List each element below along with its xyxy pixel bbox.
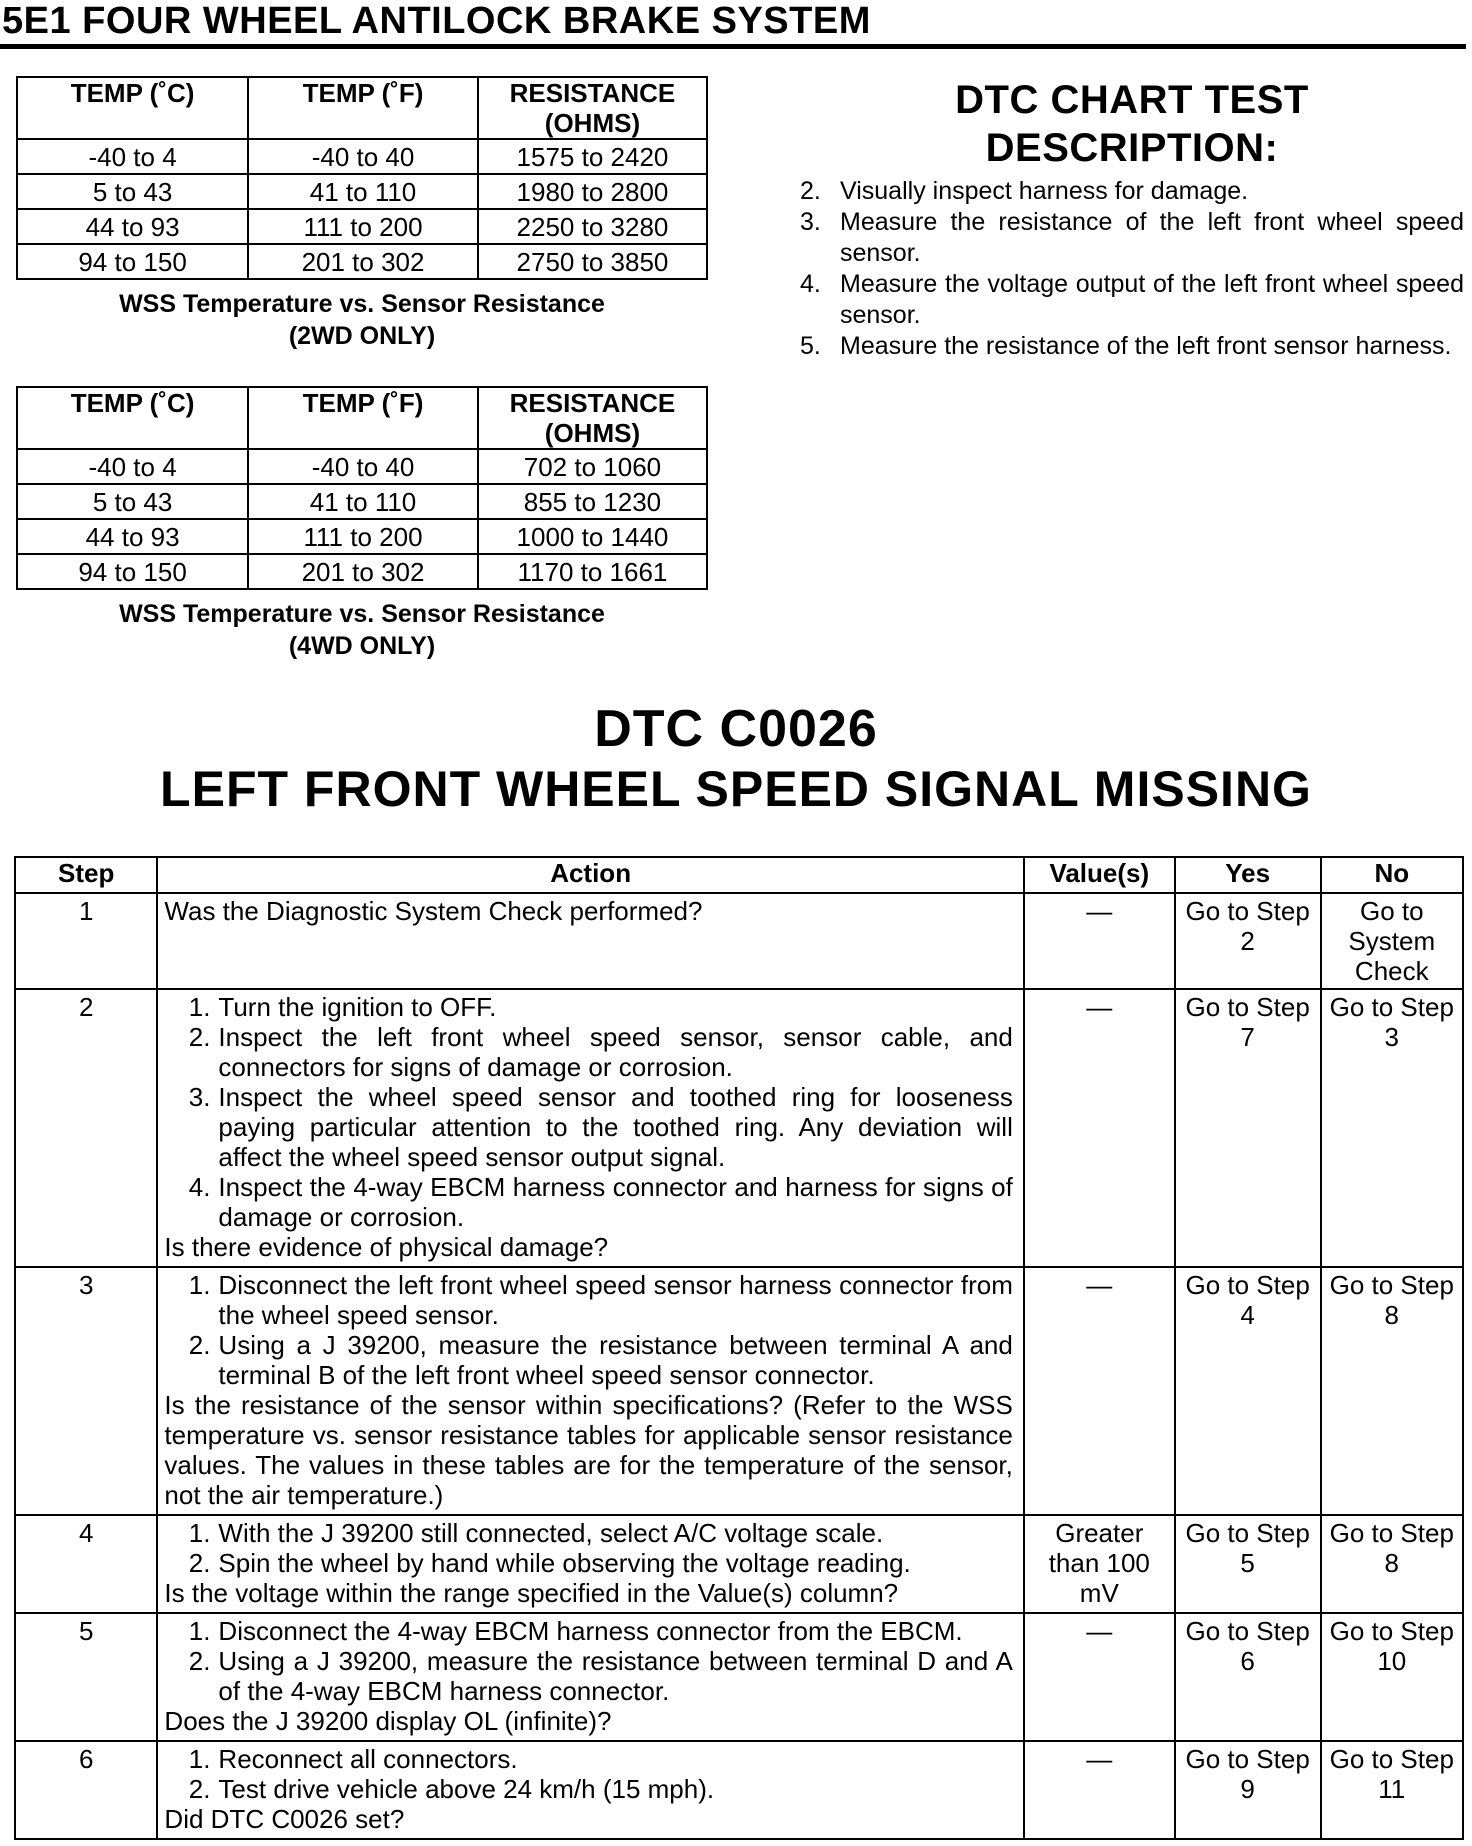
substep-item — [164, 1518, 1012, 1548]
page-header — [0, 0, 1472, 52]
cell-step-number: 1 — [15, 893, 157, 989]
cell-no: Go to Step 10 — [1321, 1613, 1463, 1741]
cell-action — [157, 1515, 1023, 1613]
substep-item — [164, 1022, 1012, 1082]
substep-item — [164, 1330, 1012, 1390]
caption-line: WSS Temperature vs. Sensor Resistance — [119, 290, 605, 318]
substep-text: Inspect the wheel speed sensor and toothed ring for looseness paying particular attention to the toothed ring. Any deviation will affect the wheel speed sensor output signal. — [218, 1082, 1013, 1172]
cell-values: — — [1024, 893, 1175, 989]
substep-item — [164, 1646, 1012, 1706]
step-question: Is the voltage within the range specified in the Value(s) column? — [164, 1578, 899, 1608]
substep-number: 2. — [188, 1548, 211, 1578]
test-description — [800, 76, 1464, 362]
substep-list — [164, 1616, 1012, 1706]
substep-text: Using a J 39200, measure the resistance between terminal D and A of the 4-way EBCM harness connector. — [218, 1646, 1013, 1706]
header-action: Action — [157, 857, 1023, 893]
table-row — [17, 244, 707, 279]
item-text: Measure the voltage output of the left front wheel speed sensor. — [840, 270, 1464, 329]
cell-resistance: 1980 to 2800 — [478, 174, 707, 209]
table-header-row — [17, 77, 707, 139]
table-header-row — [17, 387, 707, 449]
cell-yes: Go to Step 2 — [1175, 893, 1321, 989]
cell-resistance: 2750 to 3850 — [478, 244, 707, 279]
step-question: Does the J 39200 display OL (infinite)? — [164, 1706, 612, 1736]
cell-resistance: 702 to 1060 — [478, 449, 707, 484]
header-temp-c: TEMP (˚C) — [17, 77, 248, 139]
cell-values: — — [1024, 1613, 1175, 1741]
cell-temp-c: -40 to 4 — [17, 139, 248, 174]
table-row — [15, 893, 1463, 989]
cell-temp-f: -40 to 40 — [248, 139, 478, 174]
list-item — [800, 176, 1464, 207]
table-row — [17, 519, 707, 554]
header-yes: Yes — [1175, 857, 1321, 893]
substep-text: Test drive vehicle above 24 km/h (15 mph). — [218, 1774, 715, 1804]
substep-text: With the J 39200 still connected, select A/C voltage scale. — [218, 1518, 884, 1548]
table-row — [17, 554, 707, 589]
substep-list — [164, 1270, 1012, 1390]
cell-yes: Go to Step 9 — [1175, 1741, 1321, 1839]
item-number: 4. — [800, 270, 821, 298]
section-title: 5E1 FOUR WHEEL ANTILOCK BRAKE SYSTEM — [2, 0, 871, 42]
substep-text: Reconnect all connectors. — [218, 1744, 518, 1774]
cell-resistance: 1170 to 1661 — [478, 554, 707, 589]
cell-temp-c: 44 to 93 — [17, 209, 248, 244]
substep-text: Disconnect the 4-way EBCM harness connector from the EBCM. — [218, 1616, 963, 1646]
substep-text: Using a J 39200, measure the resistance between terminal A and terminal B of the left front wheel speed sensor connector. — [218, 1330, 1013, 1390]
cell-yes: Go to Step 7 — [1175, 989, 1321, 1267]
heading-line: DESCRIPTION: — [985, 126, 1279, 170]
substep-number: 2. — [188, 1022, 211, 1052]
substep-text: Turn the ignition to OFF. — [218, 992, 497, 1022]
cell-resistance: 1575 to 2420 — [478, 139, 707, 174]
substep-item — [164, 1774, 1012, 1804]
cell-temp-f: 111 to 200 — [248, 209, 478, 244]
substep-item — [164, 1270, 1012, 1330]
header-temp-f: TEMP (˚F) — [248, 77, 478, 139]
cell-values: — — [1024, 1741, 1175, 1839]
cell-yes: Go to Step 5 — [1175, 1515, 1321, 1613]
dtc-name: LEFT FRONT WHEEL SPEED SIGNAL MISSING — [160, 761, 1312, 817]
list-item — [800, 269, 1464, 331]
cell-temp-c: 5 to 43 — [17, 174, 248, 209]
cell-action — [157, 1613, 1023, 1741]
cell-step-number: 4 — [15, 1515, 157, 1613]
heading-line: DTC CHART TEST — [955, 78, 1309, 122]
table-header-row — [15, 857, 1463, 893]
cell-resistance: 1000 to 1440 — [478, 519, 707, 554]
header-resistance: RESISTANCE (OHMS) — [478, 77, 707, 139]
cell-temp-f: 201 to 302 — [248, 554, 478, 589]
cell-step-number: 3 — [15, 1267, 157, 1515]
step-question: Was the Diagnostic System Check performed? — [164, 896, 703, 926]
header-no: No — [1321, 857, 1463, 893]
description-heading — [800, 76, 1464, 172]
caption-line: WSS Temperature vs. Sensor Resistance — [119, 600, 605, 628]
substep-number: 1. — [188, 1744, 211, 1774]
cell-no: Go to Step 3 — [1321, 989, 1463, 1267]
substep-text: Inspect the left front wheel speed sensor, sensor cable, and connectors for signs of damage or corrosion. — [218, 1022, 1013, 1082]
cell-resistance: 2250 to 3280 — [478, 209, 707, 244]
substep-number: 2. — [188, 1774, 211, 1804]
table-row — [15, 1515, 1463, 1613]
caption-2wd — [16, 288, 708, 352]
cell-step-number: 5 — [15, 1613, 157, 1741]
resistance-table-4wd — [16, 386, 708, 590]
cell-yes: Go to Step 6 — [1175, 1613, 1321, 1741]
cell-temp-c: 5 to 43 — [17, 484, 248, 519]
header-step: Step — [15, 857, 157, 893]
cell-step-number: 6 — [15, 1741, 157, 1839]
table-row — [17, 209, 707, 244]
table-row — [17, 139, 707, 174]
cell-action — [157, 893, 1023, 989]
header-temp-c: TEMP (˚C) — [17, 387, 248, 449]
substep-text: Spin the wheel by hand while observing the voltage reading. — [218, 1548, 911, 1578]
table-row — [15, 1741, 1463, 1839]
substep-item — [164, 992, 1012, 1022]
table-row — [17, 174, 707, 209]
substep-text: Inspect the 4-way EBCM harness connector and harness for signs of damage or corrosion. — [218, 1172, 1013, 1232]
item-text: Measure the resistance of the left front wheel speed sensor. — [840, 208, 1464, 267]
substep-text: Disconnect the left front wheel speed sensor harness connector from the wheel speed sensor. — [218, 1270, 1013, 1330]
dtc-title — [0, 700, 1472, 820]
cell-no: Go to Step 8 — [1321, 1267, 1463, 1515]
substep-list — [164, 1518, 1012, 1578]
substep-number: 3. — [188, 1082, 211, 1112]
substep-number: 4. — [188, 1172, 211, 1202]
cell-no: Go to System Check — [1321, 893, 1463, 989]
item-text: Visually inspect harness for damage. — [840, 177, 1249, 205]
caption-line: (2WD ONLY) — [288, 322, 436, 350]
description-list — [800, 176, 1464, 362]
cell-temp-c: -40 to 4 — [17, 449, 248, 484]
header-resistance: RESISTANCE (OHMS) — [478, 387, 707, 449]
header-rule — [0, 44, 1466, 49]
item-text: Measure the resistance of the left front sensor harness. — [840, 332, 1452, 360]
table-row — [15, 1613, 1463, 1741]
substep-item — [164, 1082, 1012, 1172]
cell-action — [157, 1267, 1023, 1515]
diagnostic-steps-table — [14, 856, 1464, 1840]
cell-temp-f: 41 to 110 — [248, 174, 478, 209]
cell-yes: Go to Step 4 — [1175, 1267, 1321, 1515]
item-number: 2. — [800, 177, 821, 205]
list-item — [800, 207, 1464, 269]
cell-action — [157, 1741, 1023, 1839]
substep-number: 1. — [188, 1616, 211, 1646]
cell-temp-c: 94 to 150 — [17, 244, 248, 279]
substep-item — [164, 1616, 1012, 1646]
cell-temp-c: 94 to 150 — [17, 554, 248, 589]
cell-values: — — [1024, 1267, 1175, 1515]
table-row — [15, 989, 1463, 1267]
cell-resistance: 855 to 1230 — [478, 484, 707, 519]
substep-list — [164, 1744, 1012, 1804]
step-question: Did DTC C0026 set? — [164, 1804, 405, 1834]
header-values: Value(s) — [1024, 857, 1175, 893]
table-row — [15, 1267, 1463, 1515]
substep-item — [164, 1548, 1012, 1578]
cell-action — [157, 989, 1023, 1267]
substep-number: 1. — [188, 992, 211, 1022]
cell-values: Greater than 100 mV — [1024, 1515, 1175, 1613]
cell-values: — — [1024, 989, 1175, 1267]
substep-item — [164, 1172, 1012, 1232]
cell-temp-f: 201 to 302 — [248, 244, 478, 279]
substep-number: 1. — [188, 1518, 211, 1548]
item-number: 3. — [800, 208, 821, 236]
table-row — [17, 449, 707, 484]
cell-no: Go to Step 8 — [1321, 1515, 1463, 1613]
cell-temp-f: -40 to 40 — [248, 449, 478, 484]
list-item — [800, 331, 1464, 362]
substep-item — [164, 1744, 1012, 1774]
cell-temp-f: 111 to 200 — [248, 519, 478, 554]
cell-step-number: 2 — [15, 989, 157, 1267]
cell-temp-c: 44 to 93 — [17, 519, 248, 554]
cell-no: Go to Step 11 — [1321, 1741, 1463, 1839]
cell-temp-f: 41 to 110 — [248, 484, 478, 519]
substep-number: 1. — [188, 1270, 211, 1300]
caption-4wd — [16, 598, 708, 662]
table-row — [17, 484, 707, 519]
header-temp-f: TEMP (˚F) — [248, 387, 478, 449]
dtc-code: DTC C0026 — [594, 700, 878, 758]
caption-line: (4WD ONLY) — [288, 632, 436, 660]
substep-number: 2. — [188, 1330, 211, 1360]
resistance-table-2wd — [16, 76, 708, 280]
step-question: Is the resistance of the sensor within specifications? (Refer to the WSS temperature vs. sensor resistance tables for applicable sensor resistance values. The values in these tables are for the temperature of the sensor, not the air temperature.) — [164, 1390, 1013, 1510]
step-question: Is there evidence of physical damage? — [164, 1232, 609, 1262]
substep-list — [164, 992, 1012, 1232]
substep-number: 2. — [188, 1646, 211, 1676]
item-number: 5. — [800, 332, 821, 360]
